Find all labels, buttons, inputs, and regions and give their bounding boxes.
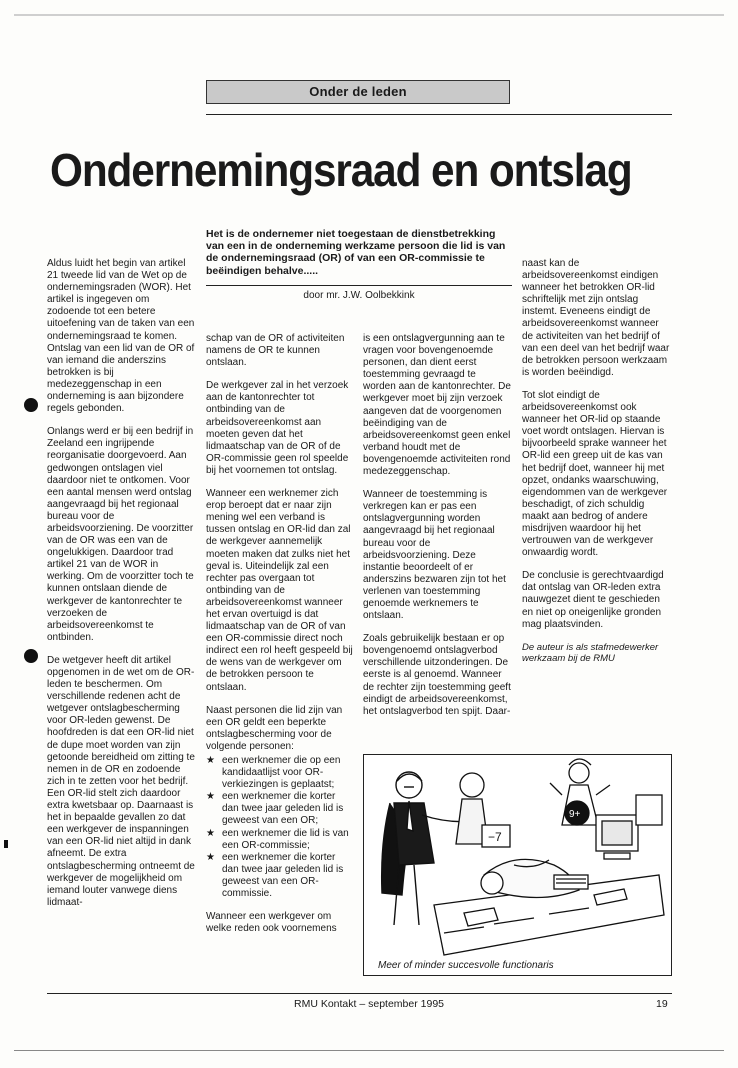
list-item: ★ een werknemer die korter dan twee jaar geleden lid is geweest van een OR-commissie.	[206, 851, 344, 900]
list-item: ★ een werknemer die op een kandidaatlijst voor OR-verkiezingen is geplaatst;	[206, 755, 341, 791]
paragraph: Wanneer de toestemming is verkregen kan er pas een ontslagvergunning worden aangevraagd bij het regionaal bureau voor de arbeidsvoorziening. Deze instantie beoordeelt of er anderszins bezwaren zijn tot het verlenen van toestemming genoemde werknemers te ontslaan.	[363, 489, 506, 622]
paragraph: Wanneer een werknemer zich erop beroept dat er naar zijn mening wel een verband is tussen ontslag en OR-lid dan zal de werkgever aannemelijk moeten maken dat zulks niet het geval is. Uiteindelijk zal een rechter pas overgaan tot ontbinding van de arbeidsovereenkomst wanneer het ervan overtuigd is dat lidmaatschap van de OR of van een OR-commissie direct noch indirect een rol heeft gespeeld bij de wens van de werkgever om de betrokken persoon te ontslaan.	[206, 488, 353, 693]
footer-publication: RMU Kontakt – september 1995	[294, 998, 444, 1010]
star-bullet-icon: ★	[206, 827, 215, 839]
article-lead: Het is de ondernemer niet toegestaan de dienstbetrekking van een in de onderneming werkzame persoon die lid is van de ondernemingsraad (OR) of van een OR-commissie te beëindigen behalve.....	[206, 228, 506, 277]
list-item: ★ een werknemer die lid is van een OR-commissie;	[206, 827, 349, 851]
paragraph: Tot slot eindigt de arbeidsovereenkomst ook wanneer het OR-lid op staande voet wordt ontslagen. Hiervan is bijvoorbeeld sprake wanneer het OR-lid een greep uit de kas van het bedrijf doet, wanneer hij met opzet, ondanks waarschuwing, eigendommen van de werkgever beschadigt, of zich schuldig maakt aan bedrog of andere misdrijven waardoor hij het vertrouwen van de werkgever onwaardig wordt.	[522, 389, 668, 559]
paragraph: schap van de OR of activiteiten namens de OR te kunnen ontslaan.	[206, 333, 345, 369]
column-4	[522, 258, 672, 676]
section-header-box	[206, 80, 510, 104]
paragraph: De werkgever zal in het verzoek aan de kantonrechter tot ontbinding van de arbeidsovereenkomst aan moeten geven dat het lidmaatschap van de OR of de OR-commissie geen rol speelde bij het voornemen tot ontslag.	[206, 380, 349, 476]
lead-rule	[206, 285, 512, 286]
page-number: 19	[656, 998, 668, 1010]
column-1	[47, 258, 195, 920]
bottom-edge-line	[14, 1050, 724, 1051]
star-bullet-icon: ★	[206, 791, 215, 803]
protected-persons-list	[206, 755, 354, 900]
paragraph: is een ontslagvergunning aan te vragen voor bovengenoemde personen, dan dient eerst toestemming gevraagd te worden aan de kantonrechter. De werkgever moet bij zijn verzoek aangeven dat de voorgenomen beëindiging van de arbeidsovereenkomst geen enkel verband houdt met de bovengenoemde activiteiten rond medezeggenschap.	[363, 333, 511, 478]
column-3	[363, 333, 511, 729]
paragraph: Aldus luidt het begin van artikel 21 tweede lid van de Wet op de ondernemingsraden (WOR). Het artikel is ingegeven om zodoende tot een betere uitoefening van de taken van een ondernemingsraad te komen. Ontslag van een lid van de OR of van iemand die anderszins betrokken is bij medezeggenschap in een onderneming is aan bijzondere regels gebonden.	[47, 258, 195, 415]
cartoon-sign-text: −7	[488, 830, 502, 844]
author-note: De auteur is als stafmedewerker werkzaam bij de RMU	[522, 641, 659, 665]
paragraph: De wetgever heeft dit artikel opgenomen in de wet om de OR-leden te beschermen. Om verschillende redenen acht de wetgever ontslagbescherming voor OR-leden gewenst. De hoofdreden is dat een OR-lid niet de dupe moet worden van zijn getoonde bereidheid om zitting te nemen in de OR en zodoende zich in te zetten voor het bedrijf. Een OR-lid stelt zich daardoor extra kwetsbaar op. Daarnaast is het in bepaalde gevallen zo dat een werkgever de inspanningen van een OR-lid niet altijd in dank afneemt. De extra ontslagbescherming ontneemt de werkgever de mogelijkheid om iemand louter vanwege diens lidmaat-	[47, 654, 195, 908]
punch-hole-icon	[24, 398, 38, 412]
cartoon-illustration	[363, 754, 672, 976]
list-item: ★ een werknemer die korter dan twee jaar geleden lid is geweest van een OR;	[206, 791, 344, 827]
top-edge-line	[14, 14, 724, 16]
paragraph: Naast personen die lid zijn van een OR geldt een beperkte ontslagbescherming voor de volgende personen:	[206, 704, 343, 752]
article-title: Ondernemingsraad en ontslag	[50, 144, 632, 196]
column-2	[206, 333, 354, 946]
section-label: Onder de leden	[309, 84, 407, 99]
article-author: door mr. J.W. Oolbekkink	[303, 290, 415, 301]
star-bullet-icon: ★	[206, 755, 215, 766]
paragraph: Onlangs werd er bij een bedrijf in Zeeland een ingrijpende reorganisatie doorgevoerd. Aan gedwongen ontslagen viel daardoor niet te ontkomen. Voor een aantal mensen werd ontslag aangevraagd bij het regionaal bureau voor de arbeidsvoorziening. De voorzitter van de OR was een van de ongelukkigen. Daardoor trad artikel 21 van de WOR in werking. Om de voorzitter toch te kunnen ontslaan diende de werkgever de kantonrechter te verzoeken de arbeidsovereenkomst te ontbinden.	[47, 426, 194, 643]
margin-mark	[4, 840, 8, 848]
paragraph: naast kan de arbeidsovereenkomst eindigen wanneer het betrokken OR-lid schriftelijk met zijn ontslag instemt. Eveneens eindigt de arbeidsovereenkomst wanneer de activiteiten van het bedrijf of van een deel van het bedrijf waar de betrokken persoon werkzaam is worden beëindigd.	[522, 258, 670, 378]
paragraph: Zoals gebruikelijk bestaan er op bovengenoemd ontslagverbod verschillende uitzonderingen. De eerste is al genoemd. Wanneer de rechter zijn toestemming geeft eindigt de arbeidsovereenkomst, het ontslagverbod ten spijt. Daar-	[363, 633, 511, 717]
footer-rule	[47, 993, 672, 994]
cartoon-drawing	[364, 755, 671, 975]
cartoon-caption: Meer of minder succesvolle functionaris	[378, 960, 554, 971]
paragraph: Wanneer een werkgever om welke reden ook voornemens	[206, 911, 337, 935]
star-bullet-icon: ★	[206, 851, 215, 863]
header-rule	[206, 114, 672, 115]
punch-hole-icon	[24, 649, 38, 663]
paragraph: De conclusie is gerechtvaardigd dat ontslag van OR-leden extra nauwgezet dient te geschieden en niet op oneigenlijke gronden mag plaatsvinden.	[522, 570, 664, 630]
cartoon-balloon-text: 9+	[569, 809, 581, 820]
